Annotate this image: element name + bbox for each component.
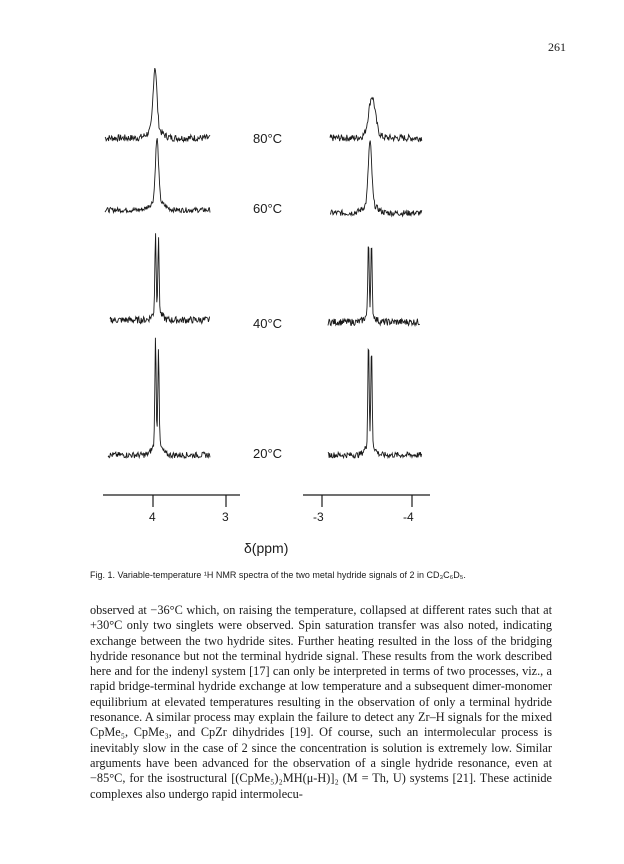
right-axis-tick-minus-3: -3 [313,510,324,524]
page-number: 261 [548,40,566,54]
body-text [90,603,552,802]
left-axis-tick-3: 3 [222,510,229,524]
axis-label-ppm: δ(ppm) [244,540,289,556]
right-axis-tick-minus-4: -4 [403,510,414,524]
figure-caption: Fig. 1. Variable-temperature ¹H NMR spectra of the two metal hydride signals of 2 in CD₃C₆D₅. [90,570,466,580]
spectrum-40c-left [110,233,210,323]
temperature-label-80: 80°C [253,131,283,146]
spectrum-20c-right [328,350,422,459]
spectrum-40c-right [328,247,420,326]
temperature-label-60: 60°C [253,201,283,216]
spectrum-60c-left [105,138,210,212]
spectrum-80c-left [105,68,210,141]
temperature-label-20: 20°C [253,446,283,461]
body-paragraph: observed at −36°C which, on raising the temperature, collapsed at different rates such that at +30°C only two singlets were observed. Spin saturation transfer was also noted, indicating exchange between the two hydride sites. Further heating resulted in the loss of the bridging hydride resonance but not the terminal hydride signal. These results from the work described here and for the indenyl system [17] can only be interpreted in terms of two processes, viz., a rapid bridge-terminal hydride exchange at low temperature and a subsequent dimer-monomer equilibrium at elevated temperatures resulting in the observation of only a terminal hydride resonance. A similar process may explain the failure to detect any Zr–H signals for the mixed CpMe₅, CpMe₃, and CpZr dihydrides [19]. Of course, such an intermolecular process is inevitably slow in the case of 2 since the concentration is solution is extremely low. Similar arguments have been advanced for the observation of a single hydride resonance, even at −85°C, for the isostructural [(CpMe₅)₂MH(μ-H)]₂ (M = Th, U) systems [21]. These actinide complexes also undergo rapid intermolecu- [90,603,552,801]
spectrum-60c-right [330,141,422,216]
left-axis-tick-4: 4 [149,510,156,524]
temperature-label-40: 40°C [253,316,283,331]
spectra-traces [105,68,422,458]
spectrum-80c-right [330,98,422,142]
left-axis [103,495,240,507]
spectrum-20c-left [108,338,210,458]
right-axis [303,495,430,507]
